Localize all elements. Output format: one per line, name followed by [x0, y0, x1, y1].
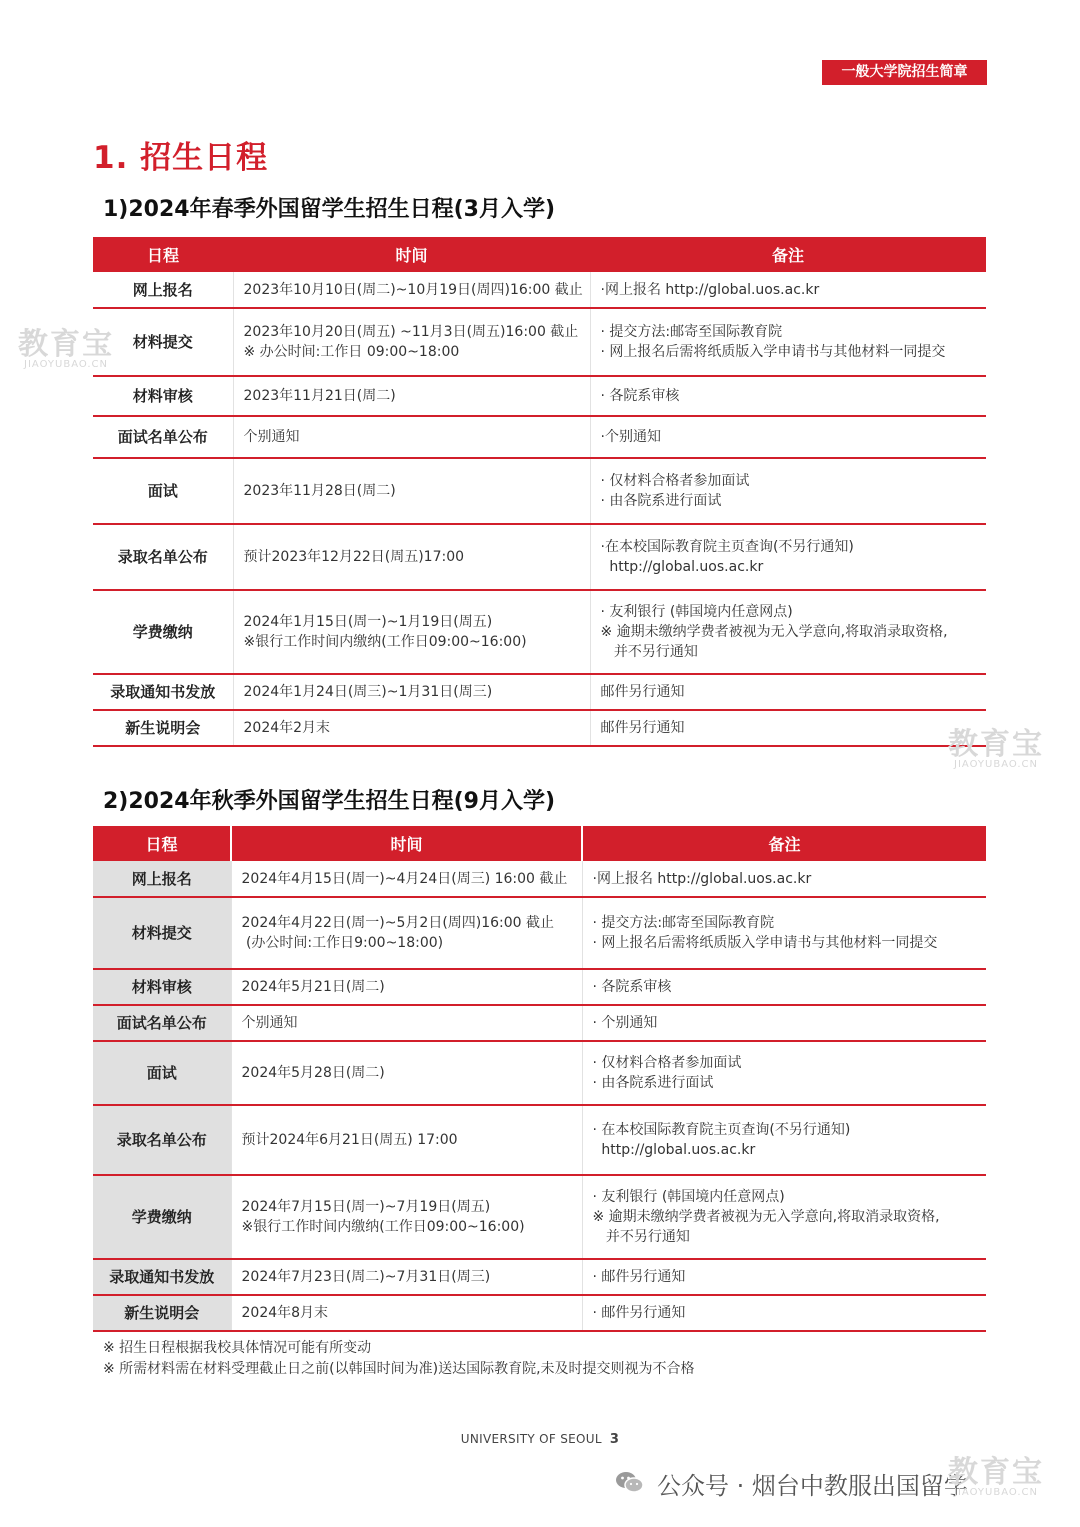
section-title: 1. 招生日程 [93, 140, 269, 176]
column-header: 备注 [590, 237, 986, 272]
autumn-title: 2)2024年秋季外国留学生招生日程(9月入学) [103, 789, 556, 814]
spring-title: 1)2024年春季外国留学生招生日程(3月入学) [103, 197, 556, 222]
time-line: 2023年10月10日(周二)~10月19日(周四)16:00 截止 [243, 281, 583, 298]
schedule-time-cell [231, 861, 582, 897]
time-line: (办公时间:工作日9:00~18:00) [241, 935, 444, 951]
schedule-time-cell [233, 674, 590, 710]
note-line: · 提交方法:邮寄至国际教育院 [600, 324, 783, 340]
time-line: 2024年1月15日(周一)~1月19日(周五) [243, 614, 493, 630]
schedule-item-name: 面试 [93, 458, 233, 524]
note-line: ·在本校国际教育院主页查询(不另行通知) [600, 539, 854, 555]
schedule-note-cell [582, 897, 986, 969]
schedule-time-cell [231, 897, 582, 969]
schedule-note-cell [582, 1105, 986, 1175]
note-line: · 在本校国际教育院主页查询(不另行通知) [592, 1122, 851, 1138]
time-line: 2024年7月23日(周二)~7月31日(周三) [241, 1269, 491, 1285]
schedule-time-cell [231, 1175, 582, 1259]
page-footer [0, 1432, 1080, 1447]
table-row [93, 969, 986, 1005]
time-line: ※银行工作时间内缴纳(工作日09:00~16:00) [241, 1219, 525, 1235]
note-line: · 各院系审核 [600, 388, 680, 404]
footnote: ※ 所需材料需在材料受理截止日之前(以韩国时间为准)送达国际教育院,未及时提交则视为不合格 [103, 1361, 695, 1377]
column-header: 日程 [93, 826, 231, 861]
table-row [93, 416, 986, 458]
schedule-note-cell [590, 376, 986, 416]
schedule-item-name: 面试 [93, 1041, 231, 1105]
note-line: 并不另行通知 [600, 644, 698, 660]
schedule-item-name: 材料审核 [93, 376, 233, 416]
note-line: · 邮件另行通知 [592, 1269, 686, 1285]
schedule-time-cell [233, 376, 590, 416]
schedule-item-name: 录取通知书发放 [93, 674, 233, 710]
note-line: · 由各院系进行面试 [592, 1075, 714, 1091]
note-line: http://global.uos.ac.kr [592, 1142, 756, 1158]
time-line: 2024年7月15日(周一)~7月19日(周五) [241, 1199, 491, 1215]
table-row [93, 710, 986, 746]
watermark-logo: 教育宝 JIAOYUBAO.CN [18, 327, 114, 370]
note-line: · 仅材料合格者参加面试 [592, 1055, 742, 1071]
time-line: 2023年11月28日(周二) [243, 483, 396, 499]
schedule-note-cell [590, 272, 986, 308]
time-line: 2023年10月20日(周五) ~11月3日(周五)16:00 截止 [243, 324, 579, 340]
schedule-item-name: 新生说明会 [93, 710, 233, 746]
schedule-item-name: 网上报名 [93, 272, 233, 308]
time-line: 预计2023年12月22日(周五)17:00 [243, 549, 465, 565]
column-header: 时间 [231, 826, 582, 861]
time-line: ※ 办公时间:工作日 09:00~18:00 [243, 344, 460, 360]
schedule-time-cell [231, 1105, 582, 1175]
schedule-time-cell [231, 1005, 582, 1041]
time-line: 预计2024年6月21日(周五) 17:00 [241, 1132, 458, 1148]
table-row [93, 1175, 986, 1259]
schedule-note-cell [590, 458, 986, 524]
note-line: · 个别通知 [592, 1015, 658, 1031]
schedule-time-cell [231, 969, 582, 1005]
schedule-note-cell [582, 1175, 986, 1259]
table-header-row [93, 237, 986, 272]
note-line: 邮件另行通知 [600, 720, 685, 736]
time-line: 2024年8月末 [241, 1305, 329, 1321]
time-line: 2024年4月22日(周一)~5月2日(周四)16:00 截止 [241, 915, 555, 931]
schedule-time-cell [233, 308, 590, 376]
schedule-note-cell [590, 416, 986, 458]
time-line: 2024年1月24日(周三)~1月31日(周三) [243, 684, 493, 700]
table-row [93, 1105, 986, 1175]
wechat-account-text: 公众号 · 烟台中教服出国留学 [657, 1471, 968, 1500]
footnotes [103, 1338, 695, 1380]
table-row [93, 1041, 986, 1105]
column-header: 日程 [93, 237, 233, 272]
table-row [93, 272, 986, 308]
spring-schedule-table [93, 237, 986, 747]
time-line: 2024年5月21日(周二) [241, 979, 385, 995]
table-row [93, 308, 986, 376]
schedule-time-cell [233, 710, 590, 746]
footnote: ※ 招生日程根据我校具体情况可能有所变动 [103, 1340, 372, 1356]
time-line: ※银行工作时间内缴纳(工作日09:00~16:00) [243, 634, 527, 650]
note-line: ※ 逾期未缴纳学费者被视为无入学意向,将取消录取资格, [592, 1209, 940, 1225]
schedule-time-cell [231, 1041, 582, 1105]
note-line: ·网上报名 http://global.uos.ac.kr [592, 870, 812, 887]
note-line: ·网上报名 http://global.uos.ac.kr [600, 281, 820, 298]
schedule-note-cell [590, 524, 986, 590]
schedule-item-name: 面试名单公布 [93, 416, 233, 458]
table-header-row [93, 826, 986, 861]
column-header: 备注 [582, 826, 986, 861]
table-row [93, 458, 986, 524]
schedule-item-name: 学费缴纳 [93, 1175, 231, 1259]
schedule-note-cell [582, 1005, 986, 1041]
schedule-item-name: 录取名单公布 [93, 524, 233, 590]
table-row [93, 897, 986, 969]
note-line: http://global.uos.ac.kr [600, 559, 764, 575]
note-line: 邮件另行通知 [600, 684, 685, 700]
column-header: 时间 [233, 237, 590, 272]
note-line: · 由各院系进行面试 [600, 493, 722, 509]
time-line: 2023年11月21日(周二) [243, 388, 396, 404]
watermark-logo: 教育宝 JIAOYUBAO.CN [948, 727, 1044, 770]
schedule-note-cell [590, 308, 986, 376]
schedule-item-name: 材料审核 [93, 969, 231, 1005]
schedule-item-name: 学费缴纳 [93, 590, 233, 674]
note-line: 并不另行通知 [592, 1229, 690, 1245]
schedule-item-name: 面试名单公布 [93, 1005, 231, 1041]
note-line: · 邮件另行通知 [592, 1305, 686, 1321]
time-line: 2024年4月15日(周一)~4月24日(周三) 16:00 截止 [241, 870, 568, 887]
schedule-item-name: 录取名单公布 [93, 1105, 231, 1175]
note-line: · 友利银行 (韩国境内任意网点) [592, 1189, 785, 1205]
time-line: 2024年5月28日(周二) [241, 1065, 385, 1081]
schedule-time-cell [233, 272, 590, 308]
schedule-time-cell [233, 590, 590, 674]
table-row [93, 674, 986, 710]
note-line: · 仅材料合格者参加面试 [600, 473, 750, 489]
schedule-note-cell [582, 969, 986, 1005]
schedule-note-cell [582, 1259, 986, 1295]
schedule-note-cell [590, 710, 986, 746]
note-line: ·个别通知 [600, 429, 661, 445]
time-line: 2024年2月末 [243, 720, 331, 736]
table-row [93, 376, 986, 416]
schedule-note-cell [582, 861, 986, 897]
schedule-time-cell [231, 1259, 582, 1295]
table-row [93, 1259, 986, 1295]
page-number: 3 [609, 1432, 620, 1447]
table-row [93, 1005, 986, 1041]
autumn-schedule-table [93, 826, 986, 1332]
note-line: · 网上报名后需将纸质版入学申请书与其他材料一同提交 [600, 344, 946, 360]
schedule-item-name: 材料提交 [93, 308, 233, 376]
schedule-note-cell [590, 590, 986, 674]
note-line: · 提交方法:邮寄至国际教育院 [592, 915, 775, 931]
table-row [93, 590, 986, 674]
schedule-item-name: 材料提交 [93, 897, 231, 969]
header-tag: 一般大学院招生简章 [822, 60, 987, 85]
schedule-time-cell [231, 1295, 582, 1331]
time-line: 个别通知 [241, 1015, 298, 1031]
time-line: 个别通知 [243, 429, 300, 445]
schedule-note-cell [590, 674, 986, 710]
wechat-attribution [615, 1465, 968, 1501]
schedule-note-cell [582, 1041, 986, 1105]
schedule-time-cell [233, 524, 590, 590]
note-line: · 友利银行 (韩国境内任意网点) [600, 604, 793, 620]
table-row [93, 861, 986, 897]
table-row [93, 524, 986, 590]
schedule-item-name: 录取通知书发放 [93, 1259, 231, 1295]
watermark-logo: 教育宝 JIAOYUBAO.CN [948, 1455, 1044, 1498]
schedule-time-cell [233, 416, 590, 458]
schedule-item-name: 新生说明会 [93, 1295, 231, 1331]
note-line: ※ 逾期未缴纳学费者被视为无入学意向,将取消录取资格, [600, 624, 948, 640]
note-line: · 网上报名后需将纸质版入学申请书与其他材料一同提交 [592, 935, 938, 951]
schedule-time-cell [233, 458, 590, 524]
wechat-icon [615, 1470, 645, 1496]
schedule-item-name: 网上报名 [93, 861, 231, 897]
table-row [93, 1295, 986, 1331]
university-name: UNIVERSITY OF SEOUL [460, 1432, 602, 1446]
schedule-note-cell [582, 1295, 986, 1331]
note-line: · 各院系审核 [592, 979, 672, 995]
